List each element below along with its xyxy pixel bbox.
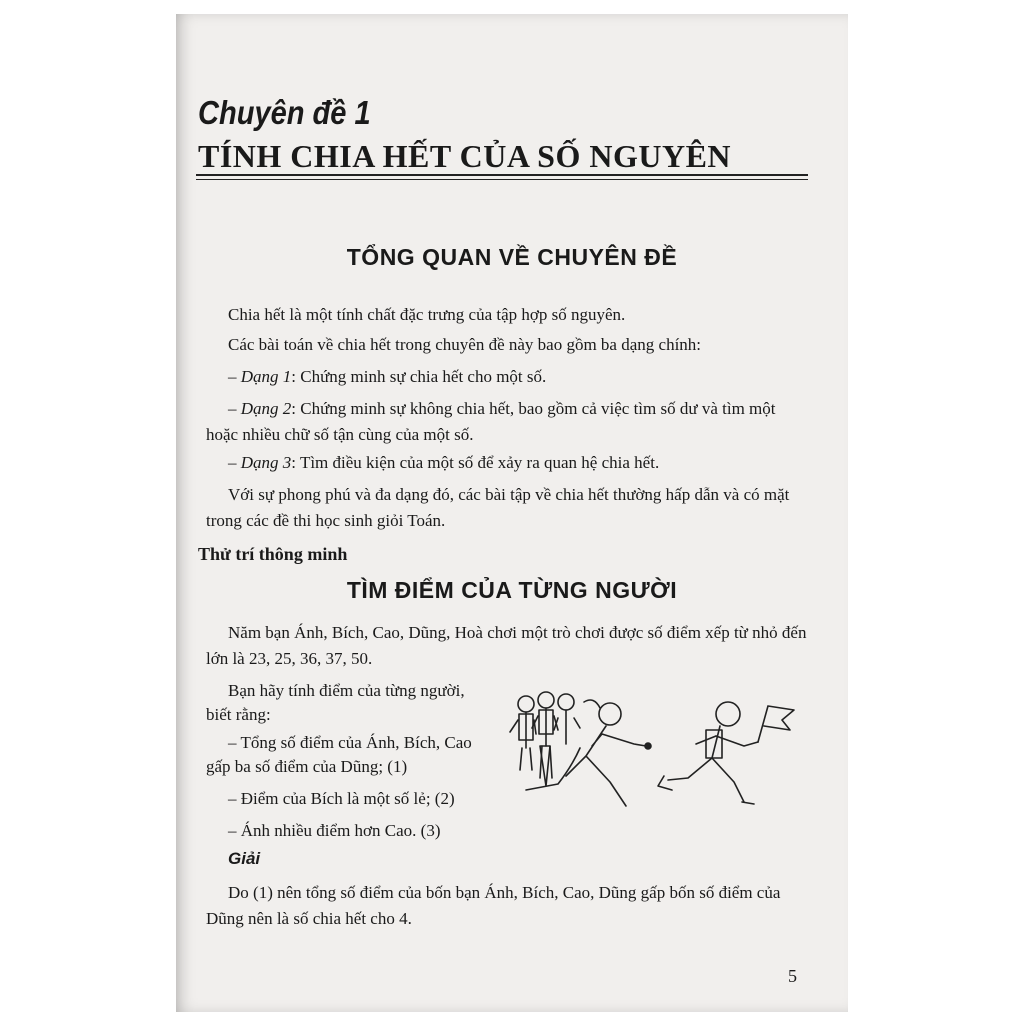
- type-1-name: Dạng 1: [240, 367, 292, 386]
- condition-2: – Điểm của Bích là một số lẻ; (2): [228, 789, 455, 808]
- type-2-name: Dạng 2: [240, 399, 292, 418]
- condition-1-line-1: – Tổng số điểm của Ánh, Bích, Cao: [228, 733, 472, 752]
- puzzle-ask-line-1: Bạn hãy tính điểm của từng người,: [228, 681, 465, 700]
- type-3-text: : Tìm điều kiện của một số để xảy ra quan hệ chia hết.: [291, 453, 660, 472]
- solution-text: Do (1) nên tổng số điểm của bốn bạn Ánh, Bích, Cao, Dũng gấp bốn số điểm của Dũng nên là số chia hết cho 4.: [206, 883, 781, 928]
- type-1-text: : Chứng minh sự chia hết cho một số.: [291, 367, 547, 386]
- overview-heading: TỔNG QUAN VỀ CHUYÊN ĐỀ: [346, 244, 678, 270]
- title-rule-thin: [196, 179, 808, 180]
- type-3-item: – Dạng 3: Tìm điều kiện của một số để xảy ra quan hệ chia hết.: [228, 453, 660, 472]
- type-2-item: – Dạng 2: Chứng minh sự không chia hết, bao gồm cả việc tìm số dư và tìm một hoặc nhiều chữ số tận cùng của một số.: [206, 399, 776, 444]
- type-1-item: – Dạng 1: Chứng minh sự chia hết cho một số.: [228, 367, 547, 386]
- children-playing-illustration: [506, 686, 796, 816]
- overview-paragraph-3: Với sự phong phú và đa dạng đó, các bài tập về chia hết thường hấp dẫn và có mặt trong các đề thi học sinh giỏi Toán.: [206, 485, 790, 530]
- title-rule-thick: [196, 174, 808, 176]
- puzzle-intro: Năm bạn Ánh, Bích, Cao, Dũng, Hoà chơi một trò chơi được số điểm xếp từ nhỏ đến lớn là 23, 25, 36, 37, 50.: [206, 623, 807, 668]
- book-page: [176, 14, 848, 1012]
- puzzle-heading: TÌM ĐIỂM CỦA TỪNG NGƯỜI: [346, 577, 678, 603]
- overview-paragraph-2: Các bài toán về chia hết trong chuyên đề này bao gồm ba dạng chính:: [228, 335, 702, 354]
- section-label: Thử trí thông minh: [198, 544, 348, 564]
- type-3-name: Dạng 3: [240, 453, 292, 472]
- solution-label: Giải: [228, 849, 261, 868]
- type-2-text: : Chứng minh sự không chia hết, bao gồm cả việc tìm số dư và tìm một hoặc nhiều chữ số tận cùng của một số.: [206, 399, 776, 444]
- chapter-label: Chuyên đề 1: [198, 94, 371, 131]
- page-number: 5: [788, 966, 797, 986]
- overview-paragraph-1: Chia hết là một tính chất đặc trưng của tập hợp số nguyên.: [228, 305, 626, 324]
- condition-3: – Ánh nhiều điểm hơn Cao. (3): [228, 821, 441, 840]
- puzzle-ask-line-2: biết rằng:: [206, 705, 271, 724]
- condition-1-line-2: gấp ba số điểm của Dũng; (1): [206, 757, 408, 776]
- chapter-title: TÍNH CHIA HẾT CỦA SỐ NGUYÊN: [198, 138, 732, 174]
